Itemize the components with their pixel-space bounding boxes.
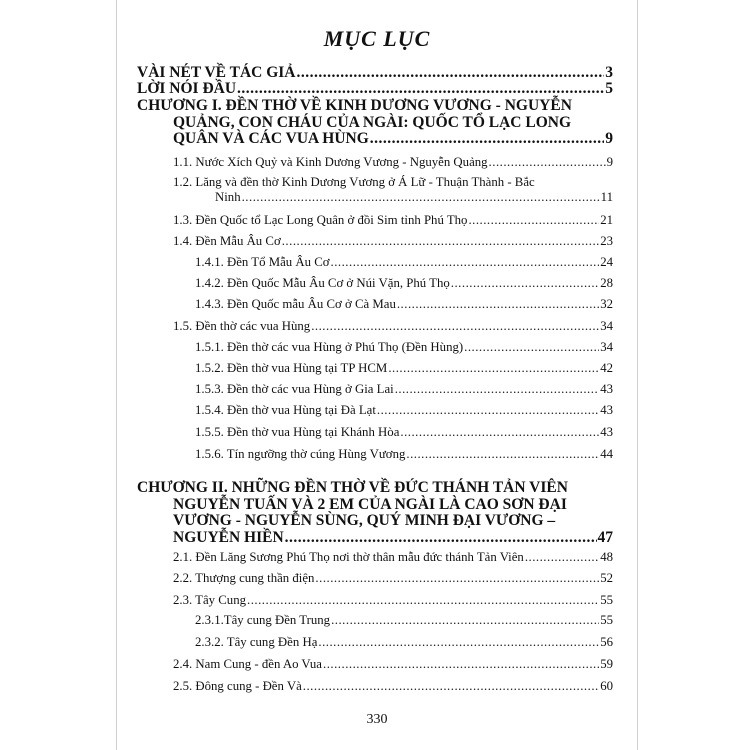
dot-leader: [464, 338, 599, 356]
toc-entry: [173, 232, 613, 250]
dot-leader: [331, 253, 600, 271]
toc-entry-label: VÀI NÉT VỀ TÁC GIẢ: [137, 64, 296, 81]
dot-leader: [303, 677, 599, 695]
toc-entry-label: CHƯƠNG II. NHỮNG ĐỀN THỜ VỀ ĐỨC THÁNH TẢN VIÊN: [137, 479, 568, 496]
toc-entry-line: [137, 97, 572, 115]
dot-leader: [395, 380, 600, 398]
toc-entry: [195, 253, 613, 271]
dot-leader: [370, 130, 604, 148]
toc-page-number: 52: [600, 571, 613, 585]
book-page: [116, 0, 638, 750]
toc-entry-label: 1.4.2. Đền Quốc Mẫu Âu Cơ ở Núi Vặn, Phú Thọ: [195, 276, 450, 290]
dot-leader: [282, 232, 599, 250]
toc-entry-label: 2.3. Tây Cung: [173, 593, 246, 607]
toc-entry-line: [173, 496, 567, 514]
toc-entry-label: 1.5.1. Đền thờ các vua Hùng ở Phú Thọ (Đền Hùng): [195, 340, 464, 354]
toc-entry-label: 1.3. Đền Quốc tổ Lạc Long Quân ở đồi Sim tỉnh Phú Thọ: [173, 213, 468, 227]
toc-entry: [173, 153, 613, 171]
toc-entry: [173, 548, 613, 566]
toc-entry-label: 1.4.3. Đền Quốc mẫu Âu Cơ ở Cà Mau: [195, 297, 396, 311]
toc-page-number: 9: [606, 155, 613, 169]
toc-entry-label: 1.4.1. Đền Tổ Mẫu Âu Cơ: [195, 255, 330, 269]
dot-leader: [242, 188, 600, 206]
toc-page-number: 9: [605, 130, 613, 147]
toc-entry: [195, 380, 613, 398]
toc-entry: [195, 633, 613, 651]
dot-leader: [451, 274, 599, 292]
toc-page-number: 43: [600, 425, 613, 439]
toc-page-number: 3: [605, 64, 613, 81]
toc-entry: [173, 655, 613, 673]
toc-page-number: 11: [600, 190, 613, 204]
toc-page-number: 21: [600, 213, 613, 227]
toc-page-number: 34: [600, 340, 613, 354]
toc-page-number: 60: [600, 679, 613, 693]
toc-page-number: 5: [605, 80, 613, 97]
toc-page-number: 43: [600, 382, 613, 396]
toc-entry-line: [137, 479, 568, 497]
toc-entry: [173, 130, 613, 148]
toc-entry-label: 1.5.2. Đền thờ vua Hùng tại TP HCM: [195, 361, 388, 375]
toc-entry-label: NGUYỄN TUẤN VÀ 2 EM CỦA NGÀI LÀ CAO SƠN ĐẠI: [173, 495, 567, 513]
toc-entry: [173, 591, 613, 609]
toc-entry-label: VƯƠNG - NGUYỄN SÙNG, QUÝ MINH ĐẠI VƯƠNG –: [173, 512, 556, 529]
toc-entry-label: 1.5. Đền thờ các vua Hùng: [173, 319, 311, 333]
toc-entry: [173, 529, 613, 547]
toc-entry-label: 2.4. Nam Cung - đền Ao Vua: [173, 657, 322, 671]
toc-page-number: 48: [600, 550, 613, 564]
toc-entry: [137, 80, 613, 98]
toc-entry-label: QUẢNG, CON CHÁU CỦA NGÀI: QUỐC TỔ LẠC LONG: [173, 113, 571, 131]
dot-leader: [489, 153, 606, 171]
dot-leader: [331, 611, 599, 629]
toc-entry-label: 2.1. Đền Lăng Sương Phú Thọ nơi thờ thân mẫu đức thánh Tản Viên: [173, 550, 524, 564]
toc-entry-line: [173, 114, 571, 132]
toc-entry-label: 1.5.5. Đền thờ vua Hùng tại Khánh Hòa: [195, 425, 400, 439]
toc-entry-label: 2.3.1.Tây cung Đền Trung: [195, 613, 331, 627]
dot-leader: [525, 548, 599, 566]
toc-entry: [173, 211, 613, 229]
toc-page-number: 34: [600, 319, 613, 333]
toc-page-number: 59: [600, 657, 613, 671]
dot-leader: [406, 445, 599, 463]
toc-page-number: 24: [600, 255, 613, 269]
toc-entry-label: 1.4. Đền Mẫu Âu Cơ: [173, 234, 281, 248]
toc-entry: [195, 338, 613, 356]
toc-entry: [173, 677, 613, 695]
toc-entry: [195, 423, 613, 441]
toc-page-number: 55: [600, 613, 613, 627]
toc-entry: [195, 359, 613, 377]
toc-page-number: 43: [600, 403, 613, 417]
toc-entry-label: 1.2. Lăng và đền thờ Kinh Dương Vương ở Á Lữ - Thuận Thành - Bắc: [173, 175, 535, 189]
page-number: 330: [366, 712, 388, 727]
dot-leader: [388, 359, 599, 377]
dot-leader: [397, 295, 599, 313]
dot-leader: [311, 317, 599, 335]
dot-leader: [323, 655, 599, 673]
dot-leader: [315, 569, 599, 587]
dot-leader: [468, 211, 599, 229]
toc-entry-label: 1.5.4. Đền thờ vua Hùng tại Đà Lạt: [195, 403, 376, 417]
toc-entry: [195, 274, 613, 292]
toc-page-number: 55: [600, 593, 613, 607]
dot-leader: [400, 423, 599, 441]
toc-entry-label: NGUYỄN HIỀN: [173, 528, 284, 546]
toc-entry-label: CHƯƠNG I. ĐỀN THỜ VỀ KINH DƯƠNG VƯƠNG - NGUYỄN: [137, 97, 572, 114]
dot-leader: [318, 633, 599, 651]
dot-leader: [247, 591, 599, 609]
toc-entry-line: [173, 512, 555, 530]
toc-page-number: 56: [600, 635, 613, 649]
toc-entry: [195, 445, 613, 463]
dot-leader: [285, 529, 597, 547]
toc-entry-label: Ninh: [215, 190, 241, 204]
toc-entry-label: 2.2. Thượng cung thần điện: [173, 571, 315, 585]
toc-page-number: 47: [597, 528, 613, 546]
dot-leader: [237, 80, 604, 98]
toc-page-number: 28: [600, 276, 613, 290]
toc-page-number: 23: [600, 234, 613, 248]
toc-entry: [215, 188, 613, 206]
toc-entry: [173, 317, 613, 335]
toc-entry-label: 1.1. Nước Xích Quỷ và Kinh Dương Vương - Nguyễn Quảng: [173, 155, 488, 169]
toc-entry: [195, 295, 613, 313]
toc-entry-label: 2.5. Đông cung - Đền Và: [173, 679, 302, 693]
toc-entry-label: LỜI NÓI ĐẦU: [137, 80, 237, 97]
toc-entry-label: 1.5.3. Đền thờ các vua Hùng ở Gia Lai: [195, 382, 394, 396]
toc-page-number: 32: [600, 297, 613, 311]
toc-entry-label: 1.5.6. Tín ngưỡng thờ cúng Hùng Vương: [195, 447, 406, 461]
dot-leader: [377, 401, 599, 419]
toc-page-number: 42: [600, 361, 613, 375]
toc-entry: [173, 569, 613, 587]
toc-entry: [195, 611, 613, 629]
toc-entry: [195, 401, 613, 419]
toc-page-number: 44: [600, 447, 613, 461]
toc-entry-label: 2.3.2. Tây cung Đền Hạ: [195, 635, 318, 649]
toc-entry-label: QUÂN VÀ CÁC VUA HÙNG: [173, 130, 369, 147]
toc-title: MỤC LỤC: [323, 26, 431, 51]
